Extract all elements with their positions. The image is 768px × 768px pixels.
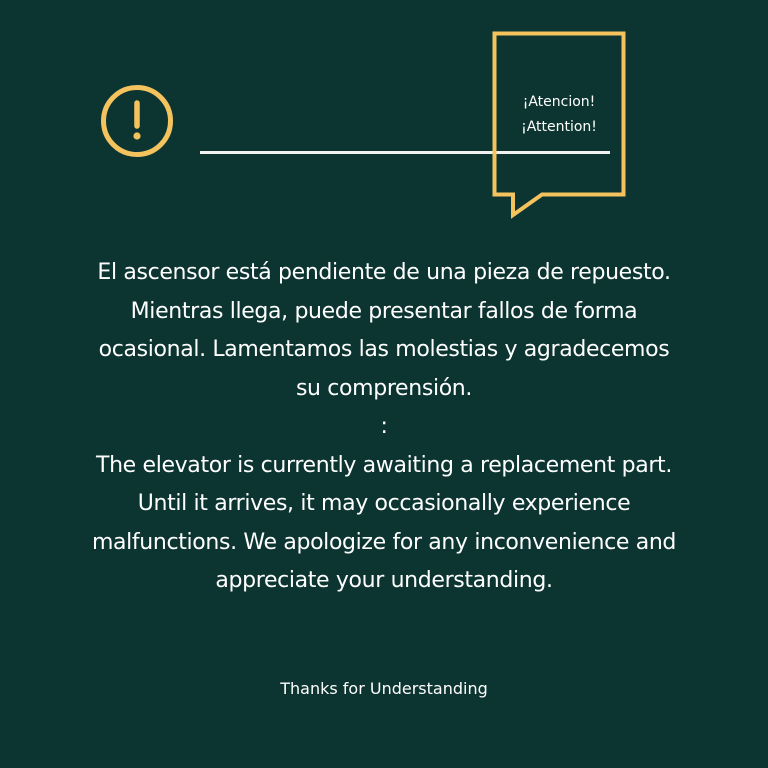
thanks-footer: Thanks for Understanding [280,679,488,698]
notice-message [84,254,684,601]
spanish-notice: El ascensor está pendiente de una pieza de repuesto. Mientras llega, puede presentar fallos de forma ocasional. Lamentamos las molestias y agradecemos su comprensión. [97,260,671,401]
language-separator: : [380,414,388,439]
exclamation-circle-icon [100,84,174,158]
attention-label [494,90,624,140]
attention-label-en: ¡Attention! [521,119,597,135]
english-notice: The elevator is currently awaiting a replacement part. Until it arrives, it may occasionally experience malfunctions. We apologize for any inconvenience and appreciate your understanding. [91,452,677,593]
attention-label-es: ¡Atencion! [522,94,596,110]
